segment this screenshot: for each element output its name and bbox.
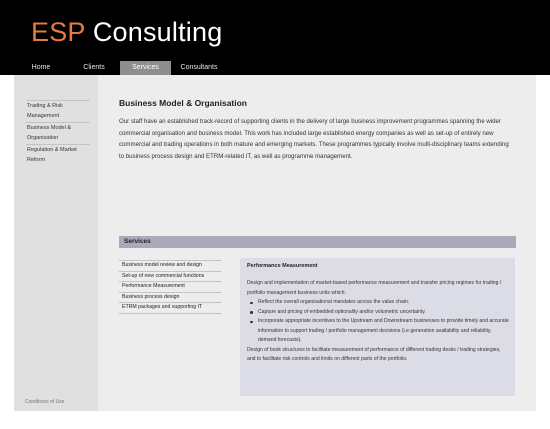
panel-body: [247, 279, 509, 365]
panel-bullet: Capture and pricing of embedded optionality and/or volumetric uncertainty.: [258, 308, 509, 318]
services-heading-bar: [119, 236, 516, 248]
panel-bullet: Reflect the overall organisational mandates across the value chain.: [258, 298, 509, 308]
sidebar-nav: [26, 100, 90, 166]
panel-title: Performance Measurement: [247, 263, 318, 269]
sidebar-item-trading-risk[interactable]: Trading & Risk Management: [26, 100, 90, 122]
nav-consultants[interactable]: Consultants: [180, 64, 218, 71]
nav-clients[interactable]: Clients: [83, 64, 105, 71]
services-list: [119, 260, 221, 314]
logo-esp: ESP: [31, 17, 86, 47]
service-detail-panel: [240, 258, 515, 396]
panel-bullet: Incorporate appropriate incentives to the Upstream and Downstream businesses to provide timely and accurate information to support trading / portfolio management decisions (i.e generation availability and reliability, demand forecasts).: [258, 317, 509, 346]
panel-bullets: [247, 298, 509, 346]
service-item-business-model-review[interactable]: Business model review and design: [119, 260, 221, 271]
nav-services[interactable]: Services: [120, 61, 171, 75]
panel-outro: Design of book structures to facilitate measurement of performance of different trading desks / trading strategies, and to facilitate risk controls and limits on different parts of the portfolio.: [247, 346, 501, 362]
site-header: [0, 0, 550, 75]
sidebar-item-regulation[interactable]: Regulation & Market Reform: [26, 144, 90, 166]
service-item-business-process[interactable]: Business process design: [119, 292, 221, 303]
main-nav: [0, 61, 550, 75]
service-item-commercial-functions[interactable]: Set-up of new commercial functions: [119, 271, 221, 282]
site-logo[interactable]: [31, 16, 222, 48]
service-item-etrm[interactable]: ETRM packages and supporting IT: [119, 302, 221, 314]
sidebar-item-business-model[interactable]: Business Model & Organisation: [26, 122, 90, 144]
intro-paragraph: Our staff have an established track-record of supporting clients in the delivery of large business improvement programmes spanning the wider commercial organisation and business model. This work has included large established energy companies as well as set-up of entirely new commercial and trading operations in both mature and emerging markets. These programmes typically involve multi-disciplinary teams extending to business process design and ETRM-related IT, as well as programme management.: [119, 118, 509, 160]
logo-consulting: Consulting: [92, 17, 223, 47]
panel-intro: Design and implementation of market-based performance measurement and transfer pricing regimes for trading / portfolio management business units which:: [247, 280, 502, 296]
service-item-performance-measurement[interactable]: Performance Measurement: [119, 281, 221, 292]
services-heading: Services: [124, 238, 151, 245]
nav-home[interactable]: Home: [31, 64, 51, 71]
conditions-of-use-link[interactable]: Conditions of Use: [25, 399, 65, 405]
page-title: Business Model & Organisation: [119, 98, 247, 108]
